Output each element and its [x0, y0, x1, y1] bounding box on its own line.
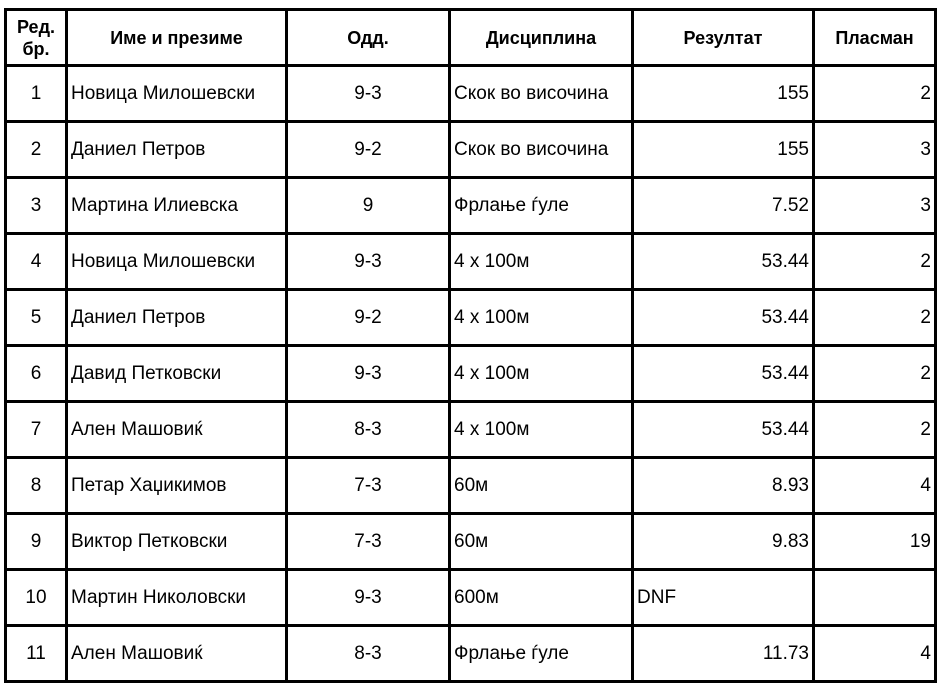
place-cell: 2 — [814, 290, 936, 346]
row-number-cell: 9 — [6, 514, 67, 570]
table-row — [6, 290, 936, 346]
result-cell: 53.44 — [633, 402, 814, 458]
table-row — [6, 178, 936, 234]
table-row — [6, 570, 936, 626]
name-cell: Ален Машовиќ — [67, 626, 287, 682]
dept-cell: 9-3 — [287, 346, 450, 402]
place-cell: 3 — [814, 122, 936, 178]
place-cell: 2 — [814, 234, 936, 290]
row-number-cell: 8 — [6, 458, 67, 514]
row-number-cell: 7 — [6, 402, 67, 458]
col-header-number-line2: бр. — [22, 38, 50, 59]
row-number-cell: 10 — [6, 570, 67, 626]
discipline-cell: 4 х 100м — [450, 346, 633, 402]
table-row — [6, 122, 936, 178]
name-cell: Ален Машовиќ — [67, 402, 287, 458]
dept-cell: 7-3 — [287, 458, 450, 514]
discipline-cell: Скок во височина — [450, 122, 633, 178]
discipline-cell: 4 х 100м — [450, 402, 633, 458]
row-number-cell: 11 — [6, 626, 67, 682]
dept-cell: 8-3 — [287, 626, 450, 682]
row-number-cell: 1 — [6, 66, 67, 122]
result-cell: 8.93 — [633, 458, 814, 514]
dept-cell: 9-3 — [287, 234, 450, 290]
col-header-place: Пласман — [814, 10, 936, 66]
name-cell: Новица Милошевски — [67, 234, 287, 290]
col-header-number-line1: Ред. — [17, 16, 55, 37]
name-cell: Давид Петковски — [67, 346, 287, 402]
header-row — [6, 10, 936, 66]
dept-cell: 9 — [287, 178, 450, 234]
name-cell: Виктор Петковски — [67, 514, 287, 570]
col-header-result: Резултат — [633, 10, 814, 66]
discipline-cell: 60м — [450, 514, 633, 570]
dept-cell: 9-2 — [287, 122, 450, 178]
dept-cell: 9-3 — [287, 66, 450, 122]
table-row — [6, 402, 936, 458]
name-cell: Даниел Петров — [67, 290, 287, 346]
row-number-cell: 6 — [6, 346, 67, 402]
row-number-cell: 4 — [6, 234, 67, 290]
discipline-cell: 4 х 100м — [450, 234, 633, 290]
dept-cell: 8-3 — [287, 402, 450, 458]
results-sheet — [4, 8, 934, 680]
table-row — [6, 626, 936, 682]
result-cell: 7.52 — [633, 178, 814, 234]
discipline-cell: Скок во височина — [450, 66, 633, 122]
place-cell: 4 — [814, 626, 936, 682]
place-cell: 2 — [814, 66, 936, 122]
place-cell — [814, 570, 936, 626]
place-cell: 3 — [814, 178, 936, 234]
table-row — [6, 234, 936, 290]
discipline-cell: 4 х 100м — [450, 290, 633, 346]
result-cell: DNF — [633, 570, 814, 626]
results-table — [4, 8, 937, 683]
row-number-cell: 5 — [6, 290, 67, 346]
result-cell: 155 — [633, 66, 814, 122]
col-header-number — [6, 10, 67, 66]
result-cell: 11.73 — [633, 626, 814, 682]
result-cell: 53.44 — [633, 346, 814, 402]
col-header-dept: Одд. — [287, 10, 450, 66]
place-cell: 4 — [814, 458, 936, 514]
place-cell: 2 — [814, 346, 936, 402]
table-row — [6, 346, 936, 402]
discipline-cell: 600м — [450, 570, 633, 626]
discipline-cell: Фрлање ѓуле — [450, 178, 633, 234]
table-body — [6, 66, 936, 682]
discipline-cell: 60м — [450, 458, 633, 514]
result-cell: 9.83 — [633, 514, 814, 570]
col-header-name: Име и презиме — [67, 10, 287, 66]
name-cell: Мартин Николовски — [67, 570, 287, 626]
result-cell: 53.44 — [633, 234, 814, 290]
table-row — [6, 514, 936, 570]
row-number-cell: 3 — [6, 178, 67, 234]
dept-cell: 9-3 — [287, 570, 450, 626]
result-cell: 53.44 — [633, 290, 814, 346]
table-row — [6, 66, 936, 122]
row-number-cell: 2 — [6, 122, 67, 178]
place-cell: 19 — [814, 514, 936, 570]
dept-cell: 7-3 — [287, 514, 450, 570]
table-row — [6, 458, 936, 514]
discipline-cell: Фрлање ѓуле — [450, 626, 633, 682]
name-cell: Мартина Илиевска — [67, 178, 287, 234]
result-cell: 155 — [633, 122, 814, 178]
name-cell: Новица Милошевски — [67, 66, 287, 122]
place-cell: 2 — [814, 402, 936, 458]
name-cell: Даниел Петров — [67, 122, 287, 178]
dept-cell: 9-2 — [287, 290, 450, 346]
name-cell: Петар Хаџикимов — [67, 458, 287, 514]
col-header-discipline: Дисциплина — [450, 10, 633, 66]
